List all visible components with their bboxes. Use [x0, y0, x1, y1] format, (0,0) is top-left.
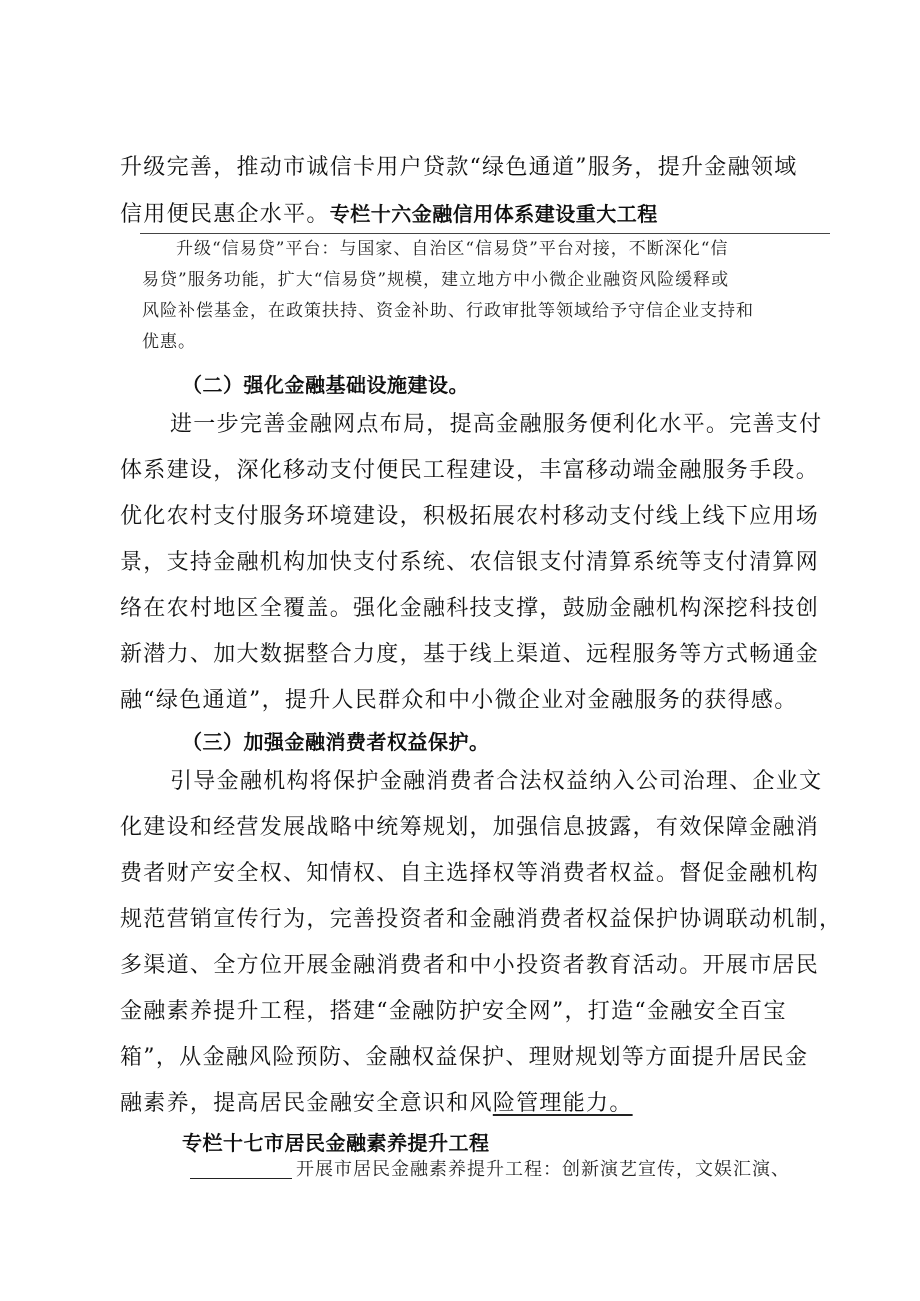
paragraph-line-last [120, 1089, 633, 1119]
paragraph-line: 金融素养提升工程，搭建“金融防护安全网”，打造“金融安全百宝 [120, 999, 787, 1024]
paragraph-line: 费者财产安全权、知情权、自主选择权等消费者权益。督促金融机构 [120, 861, 820, 886]
paragraph-line: 融“绿色通道”，提升人民群众和中小微企业对金融服务的获得感。 [120, 688, 798, 713]
box-line: 升级“信易贷”平台：与国家、自治区“信易贷”平台对接，不断深化“信 [176, 239, 729, 259]
paragraph-line: 体系建设，深化移动支付便民工程建设，丰富移动端金融服务手段。 [120, 458, 820, 483]
box-line: 开展市居民金融素养提升工程：创新演艺宣传，文娱汇演、 [296, 1159, 790, 1180]
paragraph-text: 融素养，提高居民金融安全意识和风 [120, 1091, 493, 1116]
paragraph-line: 优化农村支付服务环境建设，积极拓展农村移动支付线上线下应用场 [120, 504, 820, 529]
box-top-rule [140, 233, 830, 234]
section2-heading: （二）强化金融基础设施建设。 [182, 373, 469, 397]
paragraph-line: 景，支持金融机构加快支付系统、农信银支付清算系统等支付清算网 [120, 550, 820, 575]
paragraph-line: 化建设和经营发展战略中统筹规划，加强信息披露，有效保障金融消 [120, 815, 820, 840]
paragraph-line: 升级完善，推动市诚信卡用户贷款“绿色通道”服务，提升金融领域 [120, 155, 798, 180]
paragraph-line: 络在农村地区全覆盖。强化金融科技支撑，鼓励金融机构深挖科技创 [120, 596, 820, 621]
paragraph-line: 多渠道、全方位开展金融消费者和中小投资者教育活动。开展市居民 [120, 953, 820, 978]
section3-heading: （三）加强金融消费者权益保护。 [182, 730, 490, 754]
paragraph-line: 引导金融机构将保护金融消费者合法权益纳入公司治理、企业文 [170, 769, 823, 794]
underlined-text: 险管理能力。 [492, 1091, 633, 1116]
column16-title: 专栏十六金融信用体系建设重大工程 [329, 202, 658, 226]
paragraph-line: 箱”，从金融风险预防、金融权益保护、理财规划等方面提升居民金 [120, 1045, 809, 1070]
paragraph-line-with-heading [120, 200, 658, 230]
paragraph-line: 规范营销宣传行为，完善投资者和金融消费者权益保护协调联动机制， [120, 907, 843, 932]
paragraph-line: 进一步完善金融网点布局，提高金融服务便利化水平。完善支付 [170, 412, 823, 437]
box-line: 易贷”服务功能，扩大“信易贷”规模，建立地方中小微企业融资风险缓释或 [142, 270, 730, 290]
paragraph-line: 新潜力、加大数据整合力度，基于线上渠道、远程服务等方式畅通金 [120, 642, 820, 667]
paragraph-line: 信用便民惠企水平。 [120, 202, 330, 227]
column17-title: 专栏十七市居民金融素养提升工程 [182, 1131, 490, 1155]
box-line: 风险补偿基金，在政策扶持、资金补助、行政审批等领域给予守信企业支持和 [142, 301, 754, 321]
blank-underline [190, 1178, 292, 1179]
box-line: 优惠。 [142, 332, 196, 352]
